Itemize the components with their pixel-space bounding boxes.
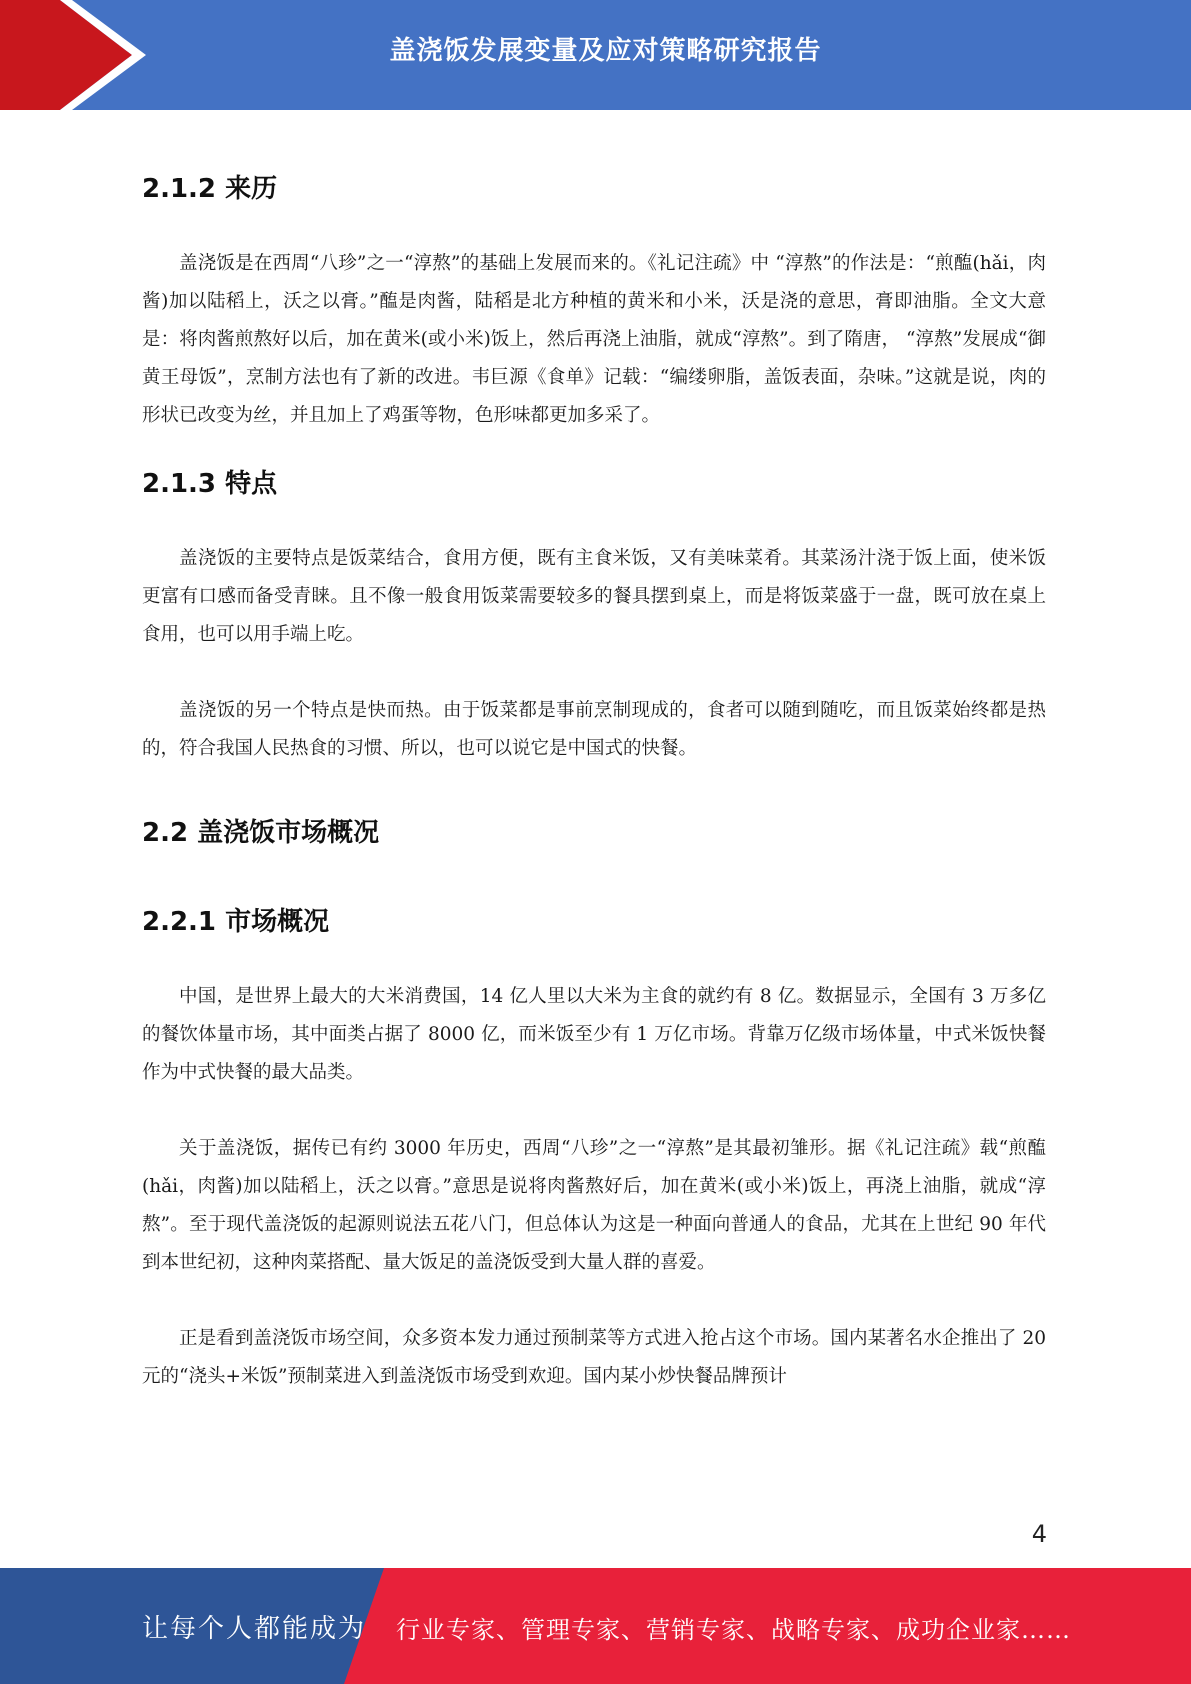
footer-slogan: 让每个人都能成为 <box>142 1614 367 1644</box>
paragraph: 中国，是世界上最大的大米消费国，14 亿人里以大米为主食的就约有 8 亿。数据显示，全国有 3 万多亿的餐饮体量市场，其中面类占据了 8000 亿，而米饭至少有 1 万亿市场。背靠万亿级市场体量，中式米饭快餐作为中式快餐的最大品类。 <box>142 986 1046 1083</box>
page-footer <box>0 1568 1191 1684</box>
paragraph: 盖浇饭是在西周“八珍”之一“淳熬”的基础上发展而来的。《礼记注疏》中 “淳熬”的作法是：“煎醢(hǎi，肉酱)加以陆稻上，沃之以膏。”醢是肉酱，陆稻是北方种植的黄米和小米，沃是浇的意思，膏即油脂。全文大意是：将肉酱煎熬好以后，加在黄米(或小米)饭上，然后再浇上油脂，就成“淳熬”。到了隋唐， “淳熬”发展成“御黄王母饭”，烹制方法也有了新的改进。韦巨源《食单》记载：“编缕卵脂，盖饭表面，杂味。”这就是说，肉的形状已改变为丝，并且加上了鸡蛋等物，色形味都更加多采了。 <box>142 253 1046 426</box>
footer-roles: 行业专家、管理专家、营销专家、战略专家、成功企业家…… <box>396 1616 1071 1644</box>
section-heading: 2.2 盖浇饭市场概况 <box>142 818 380 848</box>
document-body <box>142 168 1046 1396</box>
paragraph: 盖浇饭的主要特点是饭菜结合，食用方便，既有主食米饭，又有美味菜肴。其菜汤汁浇于饭上面，使米饭更富有口感而备受青睐。且不像一般食用饭菜需要较多的餐具摆到桌上，而是将饭菜盛于一盘，既可放在桌上食用，也可以用手端上吃。 <box>142 548 1046 645</box>
section-heading: 2.2.1 市场概况 <box>142 907 330 937</box>
paragraph: 关于盖浇饭，据传已有约 3000 年历史，西周“八珍”之一“淳熬”是其最初雏形。据《礼记注疏》载“煎醢(hǎi，肉酱)加以陆稻上，沃之以膏。”意思是说将肉酱熬好后，加在黄米(或小米)饭上，再浇上油脂，就成“淳熬”。至于现代盖浇饭的起源则说法五花八门，但总体认为这是一种面向普通人的食品，尤其在上世纪 90 年代到本世纪初，这种肉菜搭配、量大饭足的盖浇饭受到大量人群的喜爱。 <box>142 1138 1046 1273</box>
section-heading: 2.1.3 特点 <box>142 469 278 499</box>
page-header <box>0 0 1191 110</box>
page-number: 4 <box>1031 1520 1047 1548</box>
paragraph: 盖浇饭的另一个特点是快而热。由于饭菜都是事前烹制现成的，食者可以随到随吃，而且饭菜始终都是热的，符合我国人民热食的习惯、所以，也可以说它是中国式的快餐。 <box>142 700 1046 759</box>
report-title: 盖浇饭发展变量及应对策略研究报告 <box>389 36 822 66</box>
paragraph: 正是看到盖浇饭市场空间，众多资本发力通过预制菜等方式进入抢占这个市场。国内某著名水企推出了 20 元的“浇头+米饭”预制菜进入到盖浇饭市场受到欢迎。国内某小炒快餐品牌预计 <box>142 1328 1046 1387</box>
section-heading: 2.1.2 来历 <box>142 174 278 204</box>
